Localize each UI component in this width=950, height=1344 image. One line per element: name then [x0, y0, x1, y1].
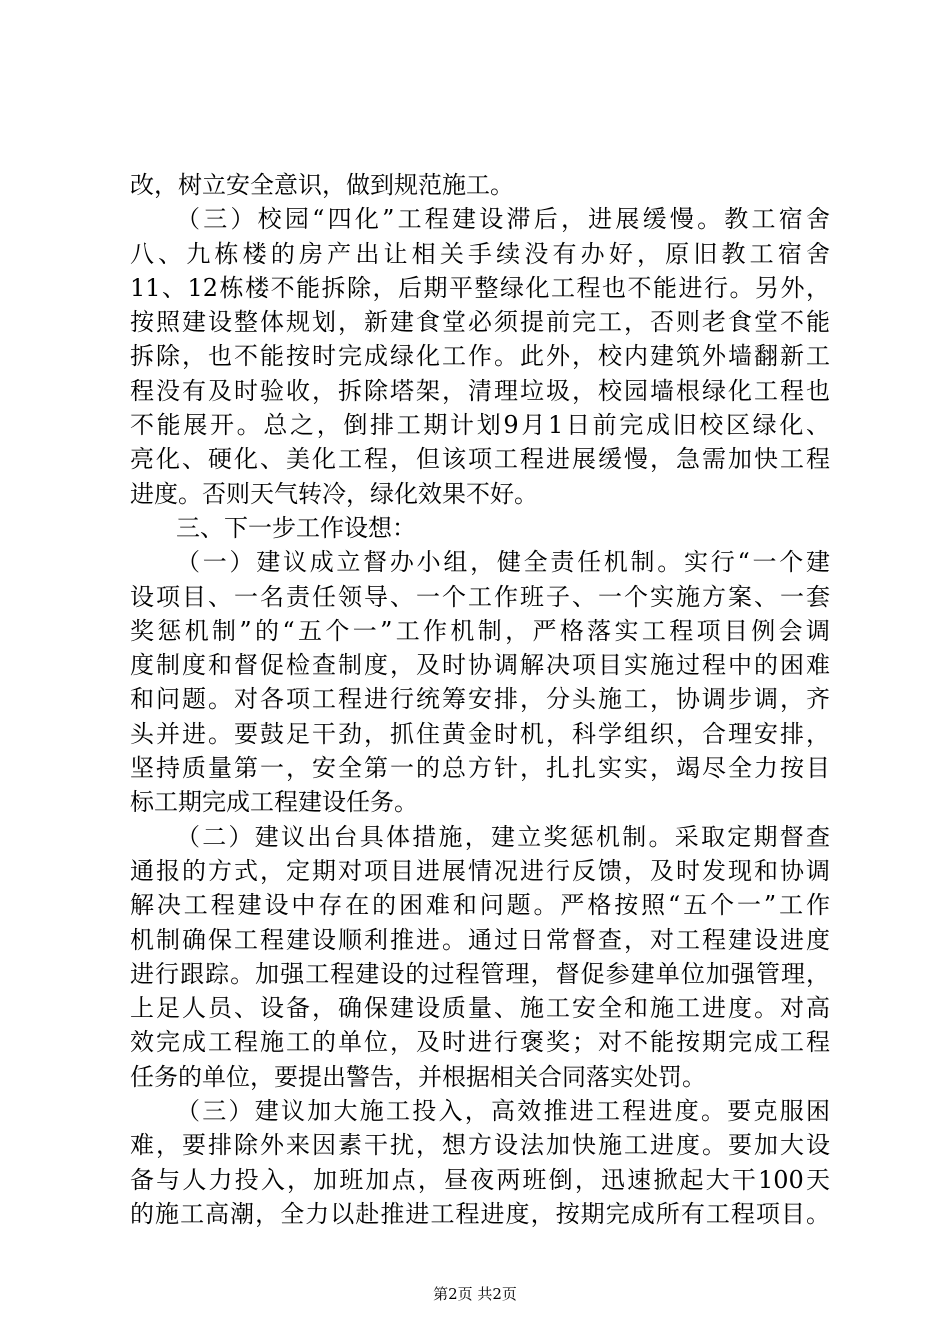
page-footer: 第2页 共2页 [433, 1285, 517, 1303]
text-line: 任务的单位，要提出警告，并根据相关合同落实处罚。 [130, 1062, 706, 1091]
text-line: 三、下一步工作设想： [176, 513, 416, 542]
text-line: 通报的方式，定期对项目进展情况进行反馈，及时发现和协调 [130, 856, 830, 885]
text-line: 度制度和督促检查制度，及时协调解决项目实施过程中的困难 [130, 651, 830, 680]
text-line: 坚持质量第一，安全第一的总方针，扎扎实实，竭尽全力按目 [130, 754, 830, 783]
text-line: 程没有及时验收，拆除塔架，清理垃圾，校园墙根绿化工程也 [130, 376, 830, 405]
text-line: 机制确保工程建设顺利推进。通过日常督查，对工程建设进度 [130, 925, 830, 954]
text-line: 奖惩机制”的“五个一”工作机制，严格落实工程项目例会调 [130, 616, 830, 645]
text-line: 的施工高潮，全力以赴推进工程进度，按期完成所有工程项目。 [130, 1199, 830, 1228]
text-line: 按照建设整体规划，新建食堂必须提前完工，否则老食堂不能 [130, 308, 830, 337]
text-line: 上足人员、设备，确保建设质量、施工安全和施工进度。对高 [130, 994, 830, 1023]
text-line: 八、九栋楼的房产出让相关手续没有办好，原旧教工宿舍 [130, 239, 830, 268]
text-line: 效完成工程施工的单位，及时进行褒奖；对不能按期完成工程 [130, 1028, 830, 1057]
text-line: 和问题。对各项工程进行统筹安排，分头施工，协调步调，齐 [130, 685, 830, 714]
text-line: 11、12栋楼不能拆除，后期平整绿化工程也不能进行。另外， [130, 273, 830, 302]
text-line: （一）建议成立督办小组，健全责任机制。实行“一个建 [176, 548, 830, 577]
text-line: 难，要排除外来因素干扰，想方设法加快施工进度。要加大设 [130, 1131, 830, 1160]
text-line: （二）建议出台具体措施，建立奖惩机制。采取定期督查 [176, 822, 830, 851]
text-line: 备与人力投入，加班加点，昼夜两班倒，迅速掀起大干100天 [130, 1165, 830, 1194]
text-line: 拆除，也不能按时完成绿化工作。此外，校内建筑外墙翻新工 [130, 342, 830, 371]
text-line: 头并进。要鼓足干劲，抓住黄金时机，科学组织，合理安排， [130, 719, 830, 748]
text-line: （三）校园“四化”工程建设滞后，进展缓慢。教工宿舍 [176, 205, 830, 234]
text-line: 解决工程建设中存在的困难和问题。严格按照“五个一”工作 [130, 891, 830, 920]
text-line: （三）建议加大施工投入，高效推进工程进度。要克服困 [176, 1097, 830, 1126]
text-line: 亮化、硬化、美化工程，但该项工程进展缓慢，急需加快工程 [130, 445, 830, 474]
text-line: 设项目、一名责任领导、一个工作班子、一个实施方案、一套 [130, 582, 830, 611]
document-body [130, 168, 830, 1231]
text-line: 不能展开。总之，倒排工期计划9月1日前完成旧校区绿化、 [130, 411, 830, 440]
text-line: 进行跟踪。加强工程建设的过程管理，督促参建单位加强管理， [130, 959, 830, 988]
text-line: 改，树立安全意识，做到规范施工。 [130, 171, 514, 199]
text-line: 标工期完成工程建设任务。 [130, 788, 418, 817]
text-line: 进度。否则天气转冷，绿化效果不好。 [130, 479, 538, 508]
